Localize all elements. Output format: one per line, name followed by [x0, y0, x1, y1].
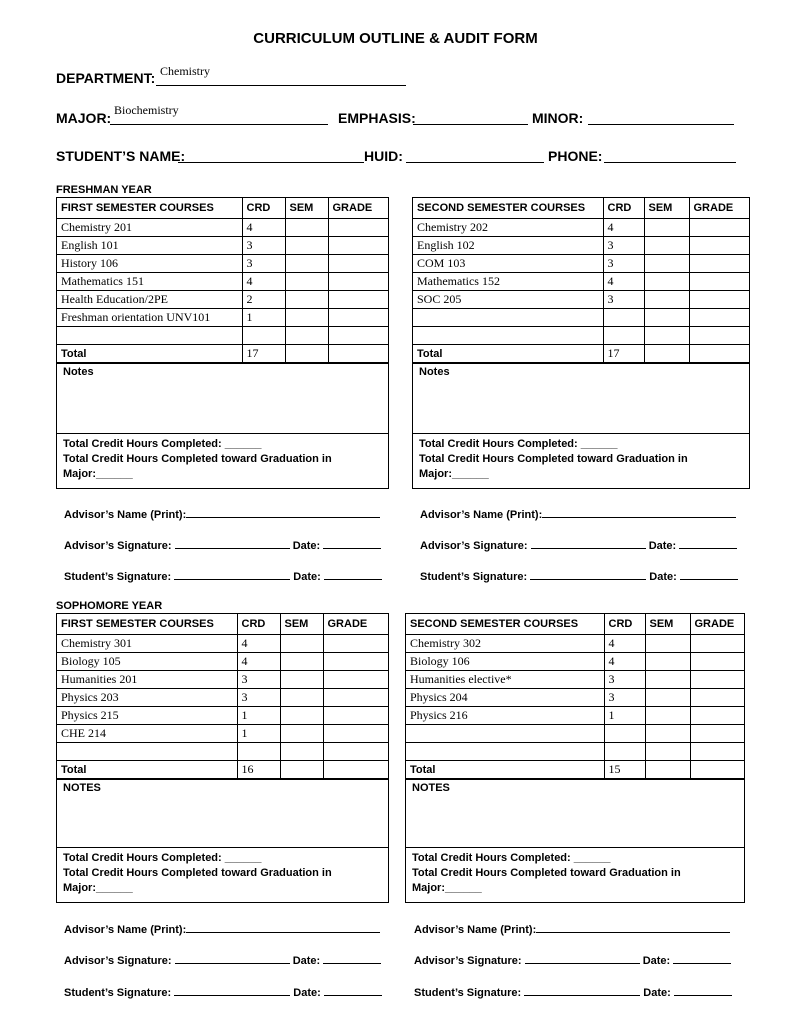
date-line[interactable] [323, 539, 381, 549]
date-label: Date: [293, 987, 321, 999]
sophomore-first-table [57, 614, 388, 779]
crd-cell: 3 [603, 291, 644, 309]
sophomore-second-table [406, 614, 744, 779]
course-row [57, 255, 388, 273]
sem-cell[interactable] [645, 653, 690, 671]
department-field[interactable] [156, 85, 406, 86]
major-label: MAJOR: [56, 110, 112, 126]
course-cell [413, 309, 603, 327]
course-row [57, 743, 388, 761]
course-row [57, 689, 388, 707]
advisor-name-line[interactable] [536, 923, 730, 933]
course-row [413, 219, 749, 237]
course-row [413, 255, 749, 273]
crd-cell [242, 327, 285, 345]
student-sig-line[interactable] [524, 986, 640, 996]
sem-cell[interactable] [644, 309, 689, 327]
course-row [57, 653, 388, 671]
sem-cell[interactable] [645, 761, 690, 779]
course-row [406, 725, 744, 743]
grade-cell[interactable] [689, 219, 749, 237]
course-row [57, 273, 388, 291]
date-label: Date: [292, 955, 321, 967]
course-cell: Physics 203 [57, 689, 237, 707]
col-grade: GRADE [690, 614, 744, 635]
total-label: Total [406, 761, 604, 779]
course-row [413, 237, 749, 255]
advisor-signature-right[interactable] [420, 539, 737, 552]
total-label: Total [57, 761, 237, 779]
grade-cell[interactable] [690, 671, 744, 689]
student-signature-right[interactable] [420, 570, 738, 583]
advisor-name-line[interactable] [186, 508, 380, 518]
crd-cell: 4 [237, 653, 280, 671]
advisor-name-left-2[interactable] [64, 923, 380, 936]
major-field[interactable] [110, 124, 328, 125]
course-cell: Biology 105 [57, 653, 237, 671]
student-sig-label: Student’s Signature: [64, 571, 172, 583]
col-sem: SEM [644, 198, 689, 219]
grade-cell[interactable] [323, 743, 388, 761]
form-title: CURRICULUM OUTLINE & AUDIT FORM [253, 30, 538, 47]
sophomore-second-semester [405, 613, 745, 903]
grade-cell[interactable] [690, 725, 744, 743]
sem-cell[interactable] [280, 689, 323, 707]
sem-cell[interactable] [280, 761, 323, 779]
advisor-sig-label: Advisor’s Signature: [414, 955, 522, 967]
grade-cell[interactable] [689, 291, 749, 309]
total-grad-line: Total Credit Hours Completed toward Graduation in [412, 867, 681, 879]
total-label: Total [57, 345, 242, 363]
course-cell: SOC 205 [413, 291, 603, 309]
total-row [57, 761, 388, 779]
col-course: SECOND SEMESTER COURSES [406, 614, 604, 635]
phone-field[interactable] [604, 162, 736, 163]
course-cell: Humanities elective* [406, 671, 604, 689]
grade-cell[interactable] [689, 255, 749, 273]
advisor-signature-right-2[interactable] [414, 954, 731, 967]
advisor-name-right-2[interactable] [414, 923, 730, 936]
date-label: Date: [292, 540, 321, 552]
course-cell: English 102 [413, 237, 603, 255]
notes-area[interactable] [57, 363, 388, 433]
department-label: DEPARTMENT: [56, 70, 156, 86]
course-cell: Mathematics 152 [413, 273, 603, 291]
huid-field[interactable] [406, 162, 544, 163]
notes-label: Notes [419, 366, 450, 378]
course-row [406, 671, 744, 689]
sem-cell[interactable] [280, 635, 323, 653]
student-signature-left[interactable] [64, 570, 382, 583]
emphasis-field[interactable] [413, 124, 528, 125]
date-label: Date: [643, 987, 671, 999]
course-row [57, 309, 388, 327]
advisor-sig-line[interactable] [175, 539, 290, 549]
course-cell: Health Education/2PE [57, 291, 242, 309]
freshman-second-semester [412, 197, 750, 489]
date-line[interactable] [674, 986, 732, 996]
advisor-name-left[interactable] [64, 508, 380, 521]
crd-cell: 3 [242, 255, 285, 273]
col-grade: GRADE [689, 198, 749, 219]
sem-cell[interactable] [280, 725, 323, 743]
grade-cell[interactable] [690, 761, 744, 779]
course-cell: CHE 214 [57, 725, 237, 743]
crd-cell: 3 [237, 671, 280, 689]
grade-cell[interactable] [690, 653, 744, 671]
col-sem: SEM [285, 198, 328, 219]
col-grade: GRADE [328, 198, 388, 219]
advisor-name-line[interactable] [542, 508, 736, 518]
course-row [57, 327, 388, 345]
advisor-signature-left-2[interactable] [64, 954, 381, 967]
total-credit-line: Total Credit Hours Completed: ______ [412, 852, 611, 864]
grade-cell[interactable] [328, 237, 388, 255]
sem-cell[interactable] [280, 743, 323, 761]
student-sig-line[interactable] [530, 570, 646, 580]
date-label: Date: [642, 955, 671, 967]
crd-cell: 4 [603, 219, 644, 237]
col-course: FIRST SEMESTER COURSES [57, 198, 242, 219]
advisor-name-label: Advisor’s Name (Print): [64, 924, 187, 936]
credit-summary [57, 847, 388, 896]
student-name-field[interactable] [178, 162, 364, 163]
total-value: 17 [603, 345, 644, 363]
grade-cell[interactable] [323, 689, 388, 707]
course-cell: Mathematics 151 [57, 273, 242, 291]
sem-cell[interactable] [644, 345, 689, 363]
crd-cell [603, 327, 644, 345]
sem-cell[interactable] [645, 671, 690, 689]
crd-cell: 3 [603, 237, 644, 255]
crd-cell: 1 [237, 707, 280, 725]
course-cell: Physics 215 [57, 707, 237, 725]
sem-cell[interactable] [285, 237, 328, 255]
course-row [57, 671, 388, 689]
sem-cell[interactable] [644, 219, 689, 237]
course-row [57, 291, 388, 309]
grade-cell[interactable] [328, 327, 388, 345]
crd-cell: 2 [242, 291, 285, 309]
advisor-name-right[interactable] [420, 508, 736, 521]
crd-cell [237, 743, 280, 761]
sem-cell[interactable] [644, 255, 689, 273]
sem-cell[interactable] [645, 707, 690, 725]
date-label: Date: [293, 571, 321, 583]
course-cell: Physics 216 [406, 707, 604, 725]
course-cell [406, 743, 604, 761]
grade-cell[interactable] [328, 291, 388, 309]
col-crd: CRD [242, 198, 285, 219]
advisor-sig-label: Advisor’s Signature: [64, 955, 172, 967]
sophomore-year-label: SOPHOMORE YEAR [56, 600, 163, 612]
sem-cell[interactable] [645, 743, 690, 761]
total-value: 15 [604, 761, 645, 779]
advisor-sig-label: Advisor’s Signature: [420, 540, 528, 552]
sem-cell[interactable] [645, 725, 690, 743]
advisor-sig-line[interactable] [525, 954, 640, 964]
course-cell: Humanities 201 [57, 671, 237, 689]
student-sig-line[interactable] [174, 986, 290, 996]
course-row [413, 309, 749, 327]
sem-cell[interactable] [285, 219, 328, 237]
grade-cell[interactable] [328, 255, 388, 273]
grade-cell[interactable] [328, 345, 388, 363]
advisor-signature-left[interactable] [64, 539, 381, 552]
sem-cell[interactable] [644, 273, 689, 291]
total-credit-line: Total Credit Hours Completed: ______ [63, 438, 262, 450]
grade-cell[interactable] [690, 707, 744, 725]
advisor-name-label: Advisor’s Name (Print): [420, 509, 543, 521]
col-crd: CRD [604, 614, 645, 635]
course-cell: Freshman orientation UNV101 [57, 309, 242, 327]
course-row [57, 219, 388, 237]
col-crd: CRD [603, 198, 644, 219]
course-row [57, 635, 388, 653]
course-cell: English 101 [57, 237, 242, 255]
sem-cell[interactable] [280, 671, 323, 689]
advisor-sig-line[interactable] [175, 954, 290, 964]
date-line[interactable] [673, 954, 731, 964]
notes-area[interactable] [406, 779, 744, 847]
course-row [406, 743, 744, 761]
date-line[interactable] [323, 954, 381, 964]
sem-cell[interactable] [644, 327, 689, 345]
notes-label: Notes [63, 366, 94, 378]
date-line[interactable] [679, 539, 737, 549]
freshman-first-table [57, 198, 388, 363]
course-cell: Chemistry 302 [406, 635, 604, 653]
date-label: Date: [648, 540, 677, 552]
notes-label: NOTES [412, 782, 450, 794]
sem-cell[interactable] [285, 327, 328, 345]
student-sig-label: Student’s Signature: [420, 571, 528, 583]
sem-cell[interactable] [644, 237, 689, 255]
course-cell [57, 327, 242, 345]
advisor-name-label: Advisor’s Name (Print): [64, 509, 187, 521]
advisor-name-line[interactable] [186, 923, 380, 933]
grade-cell[interactable] [689, 345, 749, 363]
date-label: Date: [649, 571, 677, 583]
crd-cell: 3 [242, 237, 285, 255]
notes-area[interactable] [57, 779, 388, 847]
freshman-first-semester [56, 197, 389, 489]
crd-cell [604, 725, 645, 743]
course-cell: Chemistry 202 [413, 219, 603, 237]
course-row [413, 327, 749, 345]
student-name-label: STUDENT’S NAME: [56, 148, 186, 164]
crd-cell: 4 [242, 219, 285, 237]
course-cell: Chemistry 201 [57, 219, 242, 237]
crd-cell: 4 [604, 653, 645, 671]
sem-cell[interactable] [285, 291, 328, 309]
advisor-sig-label: Advisor’s Signature: [64, 540, 172, 552]
col-course: SECOND SEMESTER COURSES [413, 198, 603, 219]
sem-cell[interactable] [645, 635, 690, 653]
crd-cell: 1 [242, 309, 285, 327]
course-cell [413, 327, 603, 345]
grade-cell[interactable] [690, 689, 744, 707]
grade-cell[interactable] [323, 635, 388, 653]
course-row [406, 689, 744, 707]
sem-cell[interactable] [285, 345, 328, 363]
course-row [57, 237, 388, 255]
department-value: Chemistry [160, 64, 210, 78]
student-signature-left-2[interactable] [64, 986, 382, 999]
student-sig-line[interactable] [174, 570, 290, 580]
crd-cell [604, 743, 645, 761]
col-sem: SEM [280, 614, 323, 635]
minor-field[interactable] [588, 124, 734, 125]
course-cell [406, 725, 604, 743]
grade-cell[interactable] [328, 273, 388, 291]
grade-cell[interactable] [323, 671, 388, 689]
course-cell [57, 743, 237, 761]
sem-cell[interactable] [285, 273, 328, 291]
emphasis-label: EMPHASIS: [338, 110, 416, 126]
course-cell: COM 103 [413, 255, 603, 273]
crd-cell: 4 [242, 273, 285, 291]
col-sem: SEM [645, 614, 690, 635]
sem-cell[interactable] [280, 653, 323, 671]
col-grade: GRADE [323, 614, 388, 635]
crd-cell: 3 [603, 255, 644, 273]
credit-summary [406, 847, 744, 896]
total-label: Total [413, 345, 603, 363]
minor-label: MINOR: [532, 110, 584, 126]
sem-cell[interactable] [285, 255, 328, 273]
total-grad-line: Total Credit Hours Completed toward Graduation in [63, 867, 332, 879]
total-value: 17 [242, 345, 285, 363]
date-line[interactable] [324, 570, 382, 580]
total-row [57, 345, 388, 363]
grade-cell[interactable] [323, 725, 388, 743]
grade-cell[interactable] [323, 761, 388, 779]
huid-label: HUID: [364, 148, 403, 164]
notes-area[interactable] [413, 363, 749, 433]
sem-cell[interactable] [285, 309, 328, 327]
total-credit-line: Total Credit Hours Completed: ______ [419, 438, 618, 450]
course-row [57, 707, 388, 725]
total-row [406, 761, 744, 779]
student-sig-label: Student’s Signature: [414, 987, 522, 999]
major-line: Major:______ [63, 882, 133, 894]
advisor-sig-line[interactable] [531, 539, 646, 549]
total-row [413, 345, 749, 363]
major-value: Biochemistry [114, 103, 179, 117]
grade-cell[interactable] [689, 309, 749, 327]
student-sig-label: Student’s Signature: [64, 987, 172, 999]
grade-cell[interactable] [689, 273, 749, 291]
sem-cell[interactable] [645, 689, 690, 707]
grade-cell[interactable] [328, 219, 388, 237]
crd-cell: 3 [237, 689, 280, 707]
major-line: Major:______ [419, 468, 489, 480]
grade-cell[interactable] [690, 635, 744, 653]
grade-cell[interactable] [323, 653, 388, 671]
course-row [406, 653, 744, 671]
student-signature-right-2[interactable] [414, 986, 732, 999]
notes-label: NOTES [63, 782, 101, 794]
sem-cell[interactable] [644, 291, 689, 309]
date-line[interactable] [680, 570, 738, 580]
course-cell: Chemistry 301 [57, 635, 237, 653]
crd-cell: 3 [604, 689, 645, 707]
major-line: Major:______ [63, 468, 133, 480]
grade-cell[interactable] [328, 309, 388, 327]
credit-summary [413, 433, 749, 482]
advisor-name-label: Advisor’s Name (Print): [414, 924, 537, 936]
grade-cell[interactable] [690, 743, 744, 761]
crd-cell: 4 [603, 273, 644, 291]
crd-cell [603, 309, 644, 327]
sophomore-first-semester [56, 613, 389, 903]
course-cell: Physics 204 [406, 689, 604, 707]
crd-cell: 1 [604, 707, 645, 725]
course-row [406, 707, 744, 725]
course-row [406, 635, 744, 653]
course-cell: Biology 106 [406, 653, 604, 671]
date-line[interactable] [324, 986, 382, 996]
grade-cell[interactable] [689, 237, 749, 255]
total-grad-line: Total Credit Hours Completed toward Graduation in [63, 453, 332, 465]
col-course: FIRST SEMESTER COURSES [57, 614, 237, 635]
sem-cell[interactable] [280, 707, 323, 725]
crd-cell: 4 [237, 635, 280, 653]
col-crd: CRD [237, 614, 280, 635]
freshman-second-table [413, 198, 749, 363]
crd-cell: 4 [604, 635, 645, 653]
freshman-year-label: FRESHMAN YEAR [56, 184, 152, 196]
grade-cell[interactable] [323, 707, 388, 725]
course-row [413, 273, 749, 291]
course-cell: History 106 [57, 255, 242, 273]
major-line: Major:______ [412, 882, 482, 894]
crd-cell: 1 [237, 725, 280, 743]
total-grad-line: Total Credit Hours Completed toward Graduation in [419, 453, 688, 465]
total-value: 16 [237, 761, 280, 779]
crd-cell: 3 [604, 671, 645, 689]
credit-summary [57, 433, 388, 482]
total-credit-line: Total Credit Hours Completed: ______ [63, 852, 262, 864]
course-row [57, 725, 388, 743]
phone-label: PHONE: [548, 148, 603, 164]
grade-cell[interactable] [689, 327, 749, 345]
course-row [413, 291, 749, 309]
